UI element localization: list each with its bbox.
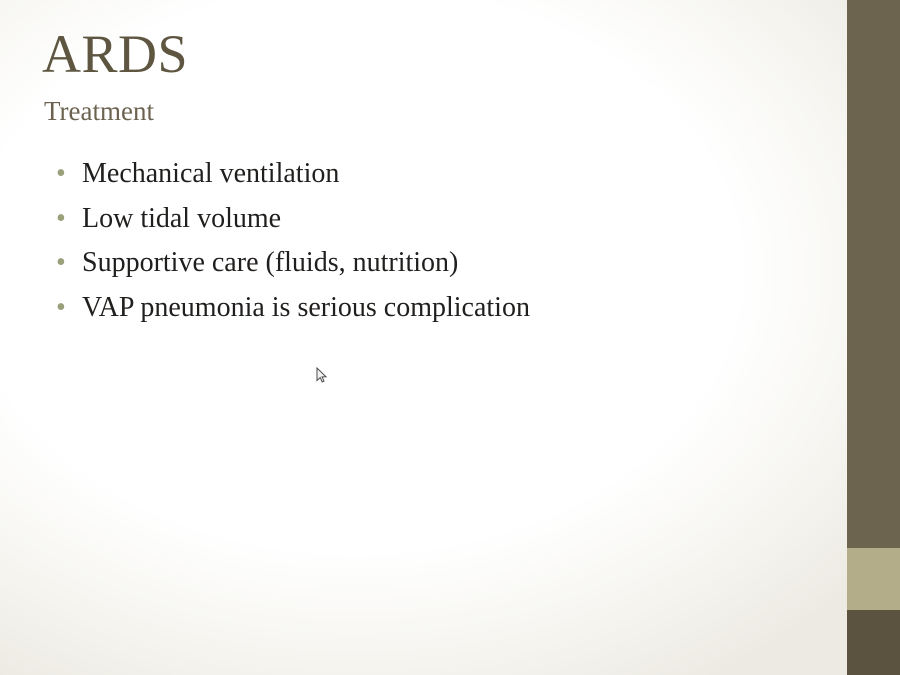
mouse-cursor-icon (316, 367, 328, 385)
bullet-dot-icon: • (56, 158, 66, 189)
list-item-label: Supportive care (fluids, nutrition) (82, 247, 459, 278)
slide-title: ARDS (42, 24, 189, 84)
bullet-dot-icon: • (56, 291, 66, 323)
list-item (48, 197, 808, 242)
bullet-dot-icon: • (56, 247, 66, 278)
list-item (48, 241, 808, 286)
list-item-label: VAP pneumonia is serious complication (82, 291, 530, 323)
list-item (48, 286, 808, 331)
bullet-list (48, 152, 808, 330)
slide-subtitle: Treatment (44, 96, 154, 126)
right-band-dark-block (847, 610, 900, 675)
list-item-label: Mechanical ventilation (82, 158, 340, 189)
list-item (48, 152, 808, 197)
list-item-label: Low tidal volume (82, 202, 282, 234)
right-band-accent-block (847, 548, 900, 610)
bullet-dot-icon: • (56, 202, 66, 234)
